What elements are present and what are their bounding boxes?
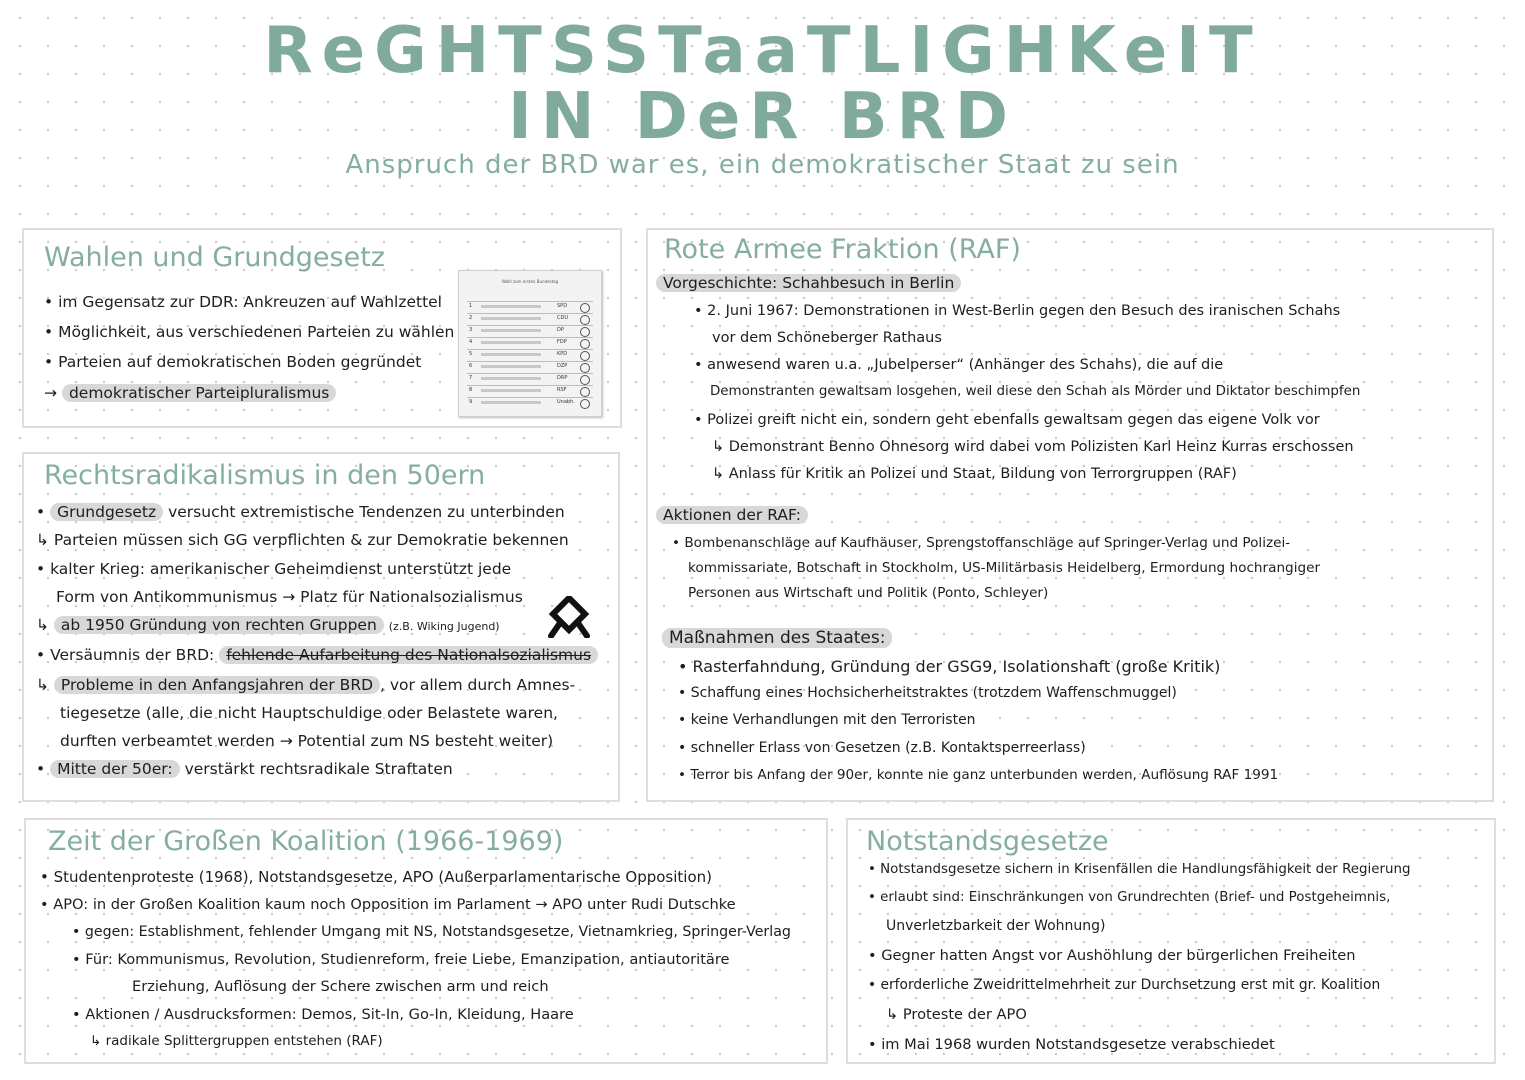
rechts-line-6 [36, 646, 598, 664]
rechts-line-6-text: • Versäumnis der BRD: [36, 646, 215, 664]
ballot-row [467, 349, 593, 361]
rechts-line-10: • Mitte der 50er: verstärkt rechtsradikale Straftaten [36, 760, 453, 778]
ballot-header: Wahl zum ersten Bundestag [501, 279, 559, 284]
raf-aktionen-highlight: Aktionen der RAF: [656, 506, 808, 524]
rechts-line-7-text: , vor allem durch Amnes- [380, 676, 576, 694]
wahlen-title: Wahlen und Grundgesetz [44, 242, 385, 273]
raf-massnahmen-label [662, 628, 892, 648]
raf-m5: • Terror bis Anfang der 90er, konnte nie ganz unterbunden werden, Auflösung RAF 1991 [678, 767, 1279, 783]
rechts-line-5: ↳ ab 1950 Gründung von rechten Gruppen (z.B. Wiking Jugend) [36, 616, 500, 634]
raf-a1: • Bombenanschläge auf Kaufhäuser, Sprengstoffanschläge auf Springer-Verlag und Polizei- [672, 535, 1291, 551]
ballot-row-party: FDP [557, 339, 567, 345]
ballot-row-text [481, 341, 541, 344]
notstand-n6: ↳ Proteste der APO [886, 1006, 1027, 1023]
rechts-line-5-highlight: ab 1950 Gründung von rechten Gruppen [54, 616, 384, 634]
koalition-k4: • Für: Kommunismus, Revolution, Studienreform, freie Liebe, Emanzipation, antiautoritäre [72, 951, 730, 968]
page-subtitle: Anspruch der BRD war es, ein demokratischer Staat zu sein [345, 150, 1180, 180]
ballot-circle [580, 339, 590, 349]
ballot-row-number: 1 [469, 303, 473, 309]
raf-a3: Personen aus Wirtschaft und Politik (Ponto, Schleyer) [688, 585, 1049, 601]
ballot-row [467, 301, 593, 313]
rechts-line-1-highlight: Grundgesetz [50, 503, 163, 521]
ballot-row [467, 397, 593, 409]
wiking-symbol-icon [548, 596, 590, 638]
ballot-row-party: RSF [557, 387, 567, 393]
notstand-title: Notstandsgesetze [866, 826, 1109, 857]
ballot-row [467, 337, 593, 349]
ballot-circle [580, 363, 590, 373]
ballot-circle [580, 351, 590, 361]
page-title-line2: IN DeR BRD [508, 80, 1017, 154]
ballot-circle [580, 387, 590, 397]
wahlen-item-3: • Parteien auf demokratischen Boden gegründet [44, 353, 422, 371]
raf-v1: • 2. Juni 1967: Demonstrationen in West-Berlin gegen den Besuch des iranischen Schahs [694, 303, 1341, 319]
koalition-k1: • Studentenproteste (1968), Notstandsgesetze, APO (Außerparlamentarische Opposition) [40, 868, 712, 886]
ballot-row [467, 373, 593, 385]
ballot-row-number: 8 [469, 387, 473, 393]
raf-title: Rote Armee Fraktion (RAF) [664, 234, 1021, 265]
notstand-n5: • erforderliche Zweidrittelmehrheit zur Durchsetzung erst mit gr. Koalition [868, 977, 1381, 993]
raf-v5: • Polizei greift nicht ein, sondern geht ebenfalls gewaltsam gegen das eigene Volk vor [694, 412, 1320, 428]
wahlen-item-1: • im Gegensatz zur DDR: Ankreuzen auf Wahlzettel [44, 293, 442, 311]
ballot-circle [580, 315, 590, 325]
raf-v3: • anwesend waren u.a. „Jubelperser“ (Anhänger des Schahs), die auf die [694, 357, 1224, 373]
ballot-row-text [481, 317, 541, 320]
wahlen-item-2: • Möglichkeit, aus verschiedenen Parteien zu wählen [44, 323, 455, 341]
koalition-k7: ↳ radikale Splittergruppen entstehen (RAF) [90, 1033, 383, 1049]
raf-aktionen-label [656, 506, 808, 524]
raf-m4: • schneller Erlass von Gesetzen (z.B. Kontaktsperreerlass) [678, 740, 1086, 756]
rechts-line-6-highlight: fehlende Aufarbeitung des Nationalsozialismus [219, 646, 598, 664]
ballot-image [458, 270, 602, 417]
raf-m2: • Schaffung eines Hochsicherheitstraktes (trotzdem Waffenschmuggel) [678, 685, 1177, 701]
koalition-k6: • Aktionen / Ausdrucksformen: Demos, Sit-In, Go-In, Kleidung, Haare [72, 1006, 574, 1023]
raf-massnahmen-highlight: Maßnahmen des Staates: [662, 628, 892, 648]
ballot-row-party: CDU [557, 315, 569, 321]
ballot-row-text [481, 329, 541, 332]
koalition-k2: • APO: in der Großen Koalition kaum noch Opposition im Parlament → APO unter Rudi Dutschke [40, 896, 736, 913]
page-title-line1: ReGHTSSTaaTLIGHKeIT [263, 14, 1262, 88]
rechts-line-8: tiegesetze (alle, die nicht Hauptschuldige oder Belastete waren, [60, 704, 558, 722]
wahlen-conclusion [44, 384, 336, 402]
ballot-row-party: DZP [557, 363, 568, 369]
ballot-row-party: DP [557, 327, 564, 333]
raf-vorgeschichte-highlight: Vorgeschichte: Schahbesuch in Berlin [656, 274, 961, 292]
raf-v7: ↳ Anlass für Kritik an Polizei und Staat, Bildung von Terrorgruppen (RAF) [712, 466, 1237, 482]
rechts-line-1-text: versucht extremistische Tendenzen zu unterbinden [168, 503, 565, 521]
koalition-k3: • gegen: Establishment, fehlender Umgang mit NS, Notstandsgesetze, Vietnamkrieg, Springer-Verlag [72, 924, 791, 940]
wahlen-conclusion-text: demokratischer Parteipluralismus [62, 384, 336, 402]
ballot-row [467, 361, 593, 373]
ballot-row-party: Unabh. [557, 399, 575, 405]
arrow-icon: → [44, 384, 57, 402]
rechts-line-5-text: (z.B. Wiking Jugend) [388, 620, 500, 633]
ballot-row-text [481, 365, 541, 368]
ballot-circle [580, 303, 590, 313]
rechts-line-1: • Grundgesetz versucht extremistische Tendenzen zu unterbinden [36, 503, 565, 521]
ballot-row-text [481, 401, 541, 404]
koalition-title: Zeit der Großen Koalition (1966-1969) [48, 826, 564, 857]
ballot-row-number: 5 [469, 351, 473, 357]
ballot-row [467, 385, 593, 397]
ballot-row-number: 4 [469, 339, 473, 345]
rechts-line-7-highlight: Probleme in den Anfangsjahren der BRD [54, 676, 380, 694]
raf-vorgeschichte-label [656, 274, 961, 292]
ballot-row-number: 2 [469, 315, 473, 321]
ballot-row-text [481, 305, 541, 308]
rechts-line-7: ↳ Probleme in den Anfangsjahren der BRD , vor allem durch Amnes- [36, 676, 576, 694]
ballot-row-text [481, 353, 541, 356]
ballot-row-number: 6 [469, 363, 473, 369]
ballot-row-number: 7 [469, 375, 473, 381]
ballot-circle [580, 399, 590, 409]
raf-v6: ↳ Demonstrant Benno Ohnesorg wird dabei vom Polizisten Karl Heinz Kurras erschossen [712, 439, 1354, 455]
ballot-row [467, 313, 593, 325]
notstand-n2: • erlaubt sind: Einschränkungen von Grundrechten (Brief- und Postgeheimnis, [868, 890, 1391, 905]
raf-v2: vor dem Schöneberger Rathaus [712, 330, 942, 346]
ballot-row-party: KPD [557, 351, 568, 357]
ballot-row-text [481, 389, 541, 392]
raf-a2: kommissariate, Botschaft in Stockholm, US-Militärbasis Heidelberg, Ermordung hochrangiger [688, 560, 1321, 576]
ballot-row-number: 3 [469, 327, 473, 333]
rechts-line-2: ↳ Parteien müssen sich GG verpflichten & zur Demokratie bekennen [36, 531, 569, 549]
rechts-line-10-highlight: Mitte der 50er: [50, 760, 180, 778]
rechts-line-9: durften verbeamtet werden → Potential zum NS besteht weiter) [60, 732, 554, 750]
ballot-row [467, 325, 593, 337]
rechts-title: Rechtsradikalismus in den 50ern [44, 460, 486, 491]
ballot-row-number: 9 [469, 399, 473, 405]
ballot-row-party: SPD [557, 303, 568, 309]
raf-v4: Demonstranten gewaltsam losgehen, weil diese den Schah als Mörder und Diktator beschimpfen [710, 384, 1361, 399]
koalition-k5: Erziehung, Auflösung der Schere zwischen arm und reich [132, 978, 549, 995]
rechts-line-4: Form von Antikommunismus → Platz für Nationalsozialismus [56, 588, 523, 606]
notstand-n7: • im Mai 1968 wurden Notstandsgesetze verabschiedet [868, 1036, 1275, 1053]
notstand-n3: Unverletzbarkeit der Wohnung) [886, 918, 1106, 934]
ballot-row-text [481, 377, 541, 380]
ballot-row-party: DRP [557, 375, 568, 381]
ballot-circle [580, 375, 590, 385]
ballot-circle [580, 327, 590, 337]
raf-m1: • Rasterfahndung, Gründung der GSG9, Isolationshaft (große Kritik) [678, 657, 1221, 676]
notstand-n4: • Gegner hatten Angst vor Aushöhlung der bürgerlichen Freiheiten [868, 947, 1356, 964]
raf-m3: • keine Verhandlungen mit den Terroristen [678, 712, 976, 728]
notstand-n1: • Notstandsgesetze sichern in Krisenfällen die Handlungsfähigkeit der Regierung [868, 862, 1411, 877]
rechts-line-3: • kalter Krieg: amerikanischer Geheimdienst unterstützt jede [36, 560, 512, 578]
rechts-line-10-text: verstärkt rechtsradikale Straftaten [184, 760, 453, 778]
